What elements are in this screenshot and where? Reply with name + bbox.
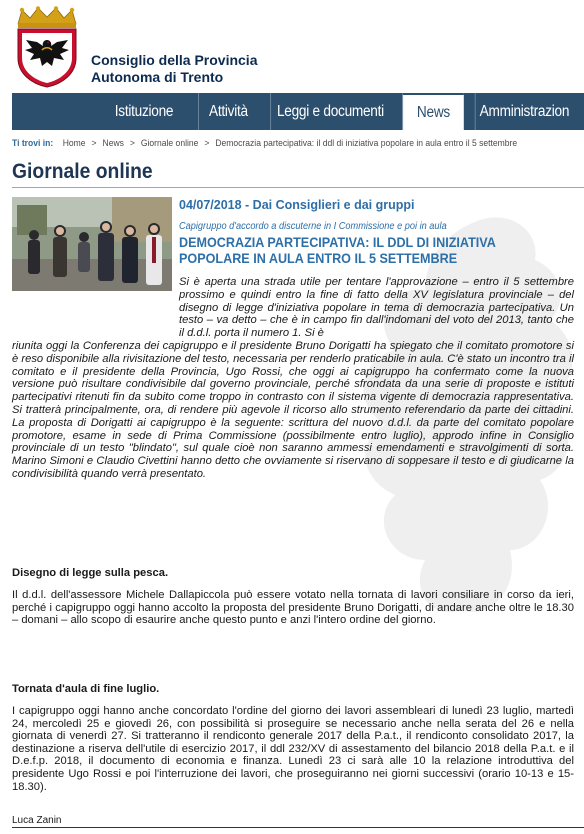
nav-item-attivita[interactable]: Attività [198, 93, 258, 130]
nav-item-leggi-e-documenti[interactable]: Leggi e documenti [270, 93, 390, 130]
institution-name-line1: Consiglio della Provincia [91, 52, 258, 68]
nav-item-istituzione[interactable]: Istituzione [114, 102, 174, 120]
section-heading-pesca: Disegno di legge sulla pesca. [12, 567, 169, 579]
article-kicker: Capigruppo d'accordo a discuterne in I Commissione e poi in aula [179, 221, 447, 232]
breadcrumb-giornale-online[interactable]: Giornale online [140, 138, 199, 149]
article-lead: Si è aperta una strada utile per tentare l'approvazione – entro il 5 settembre prossimo e quindi entro la fine di fatto della XV legislatura provinciale – del disegno di legge d'iniziativa popolare in tema di democrazia partecipativa. Un testo – va detto – che è in campo fin dall'indomani del voto del 2013, tanto che il d.d.l. porta il numero 1. Si è [179, 276, 574, 340]
nav-item-amministrazione[interactable]: Amministrazion [475, 93, 574, 130]
section-text-tornata: I capigruppo oggi hanno anche concordato l'ordine del giorno dei lavori assembleari di lunedì 23 luglio, martedì 24, mercoledì 25 e giovedì 26, con possibilità si proseguire se necessario anche nella serata del 26 e nella giornata di venerdì 27. Si tratteranno il rendiconto generale 2017 della P.a.t., il rendiconto consolidato 2017, la destinazione a riserva dell'utile di esercizio 2017, il ddl 232/XV di assestamento del bilancio 2018 della P.a.t. e il D.e.f.p. 2018, il documento di economia e finanza. Lunedì 23 ci sarà alle 10 la relazione introduttiva del presidente Ugo Rossi e poi l'interruzione dei lavori, che proseguiranno nei giorni successivi (orario 10-13 e 15-18.30). [12, 705, 574, 793]
article-headline: DEMOCRAZIA PARTECIPATIVA: IL DDL DI INIZIATIVA POPOLARE IN AULA ENTRO IL 5 SETTEMBRE [179, 234, 496, 266]
title-divider [12, 187, 584, 188]
nav-spacer [12, 93, 94, 130]
breadcrumb-news[interactable]: News [102, 138, 124, 149]
page-title: Giornale online [12, 160, 153, 183]
section-text-pesca: Il d.d.l. dell'assessore Michele Dallapiccola può essere votato nella tornata di lavori consiliare in corso da ieri, perché i capigruppo oggi hanno accolto la proposta del presidente Bruno Dorigatti, di andare anche oltre le 18.30 – domani – allo scopo di esaurire anche questo punto e anzi l'intero ordine del giorno. [12, 589, 574, 627]
article-photo [12, 197, 172, 291]
breadcrumb-separator: > [91, 138, 97, 149]
main-nav [12, 93, 584, 130]
breadcrumb-home[interactable]: Home [62, 138, 86, 149]
article-body: riunita oggi la Conferenza dei capigruppo e il presidente Bruno Dorigatti ha spiegato che il comitato promotore si è reso disponibile alla rivisitazione del testo, necessaria per renderlo praticabile in aula. C'è stato un incontro tra il comitato e il presidente della Provincia, Ugo Rossi, che oggi ai capigruppo ha confermato come la nuova versione può risultare condivisibile dal governo provinciale, perché sfrondata da una serie di proposte e istituti partecipativi ritenuti fin da subito come troppo in contrasto con il sistema vigente di democrazia rappresentativa. Si tratterà principalmente, ora, di rendere più agevole il ricorso allo strumento referendario da parte dei cittadini. La proposta di Dorigatti ai capigruppo è la seguente: scrittura del nuovo d.d.l. da parte del comitato popolare promotore, esame in sede di Prima Commissione (possibilmente entro luglio), approdo infine in Consiglio provinciale di un testo "blindato", sul quale cioè non saranno ammessi emendamenti e stravolgimenti di sorta. Marino Simoni e Claudio Civettini hanno detto che ovviamente si riservano di soppesare il testo e di giudicarne la condivisibilità quando verrà presentato. [12, 340, 574, 480]
breadcrumb-separator: > [129, 138, 135, 149]
breadcrumb [12, 138, 517, 149]
provincial-crest-logo[interactable] [12, 6, 82, 88]
article-date-category: 04/07/2018 - Dai Consiglieri e dai gruppi [179, 198, 415, 212]
breadcrumb-prefix: Ti trovi in: [12, 138, 54, 149]
site-header [0, 0, 584, 93]
section-heading-tornata: Tornata d'aula di fine luglio. [12, 683, 160, 695]
institution-name-line2: Autonoma di Trento [91, 69, 224, 85]
institution-name[interactable] [91, 52, 257, 86]
breadcrumb-current: Democrazia partecipativa: il ddl di iniziativa popolare in aula entro il 5 settembre [215, 138, 518, 149]
footer-divider [12, 827, 584, 828]
article-author: Luca Zanin [12, 815, 62, 826]
breadcrumb-separator: > [204, 138, 210, 149]
nav-item-news[interactable]: News [402, 93, 464, 130]
